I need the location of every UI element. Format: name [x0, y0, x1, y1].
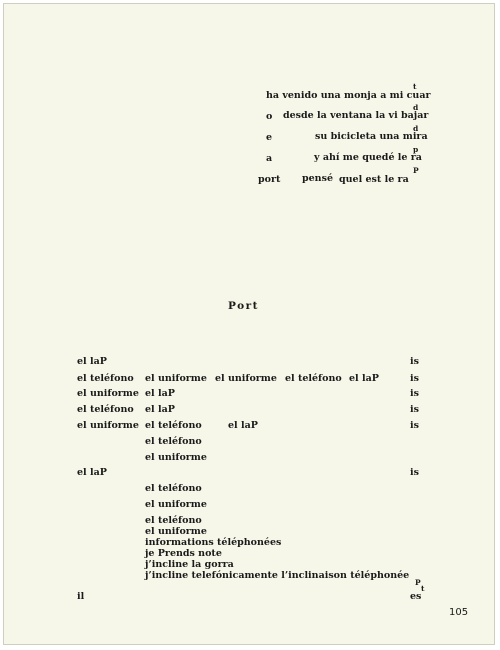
grid-cell: el laP — [77, 356, 107, 367]
poem-line-4-sup: p — [413, 145, 419, 154]
page-number: 105 — [449, 607, 469, 618]
section-heading: Port — [228, 300, 259, 312]
closing-il: il — [77, 591, 85, 602]
grid-cell: is — [410, 388, 419, 399]
closing-sup-p: P — [415, 578, 421, 587]
book-page — [3, 3, 495, 645]
grid-cell: el teléfono — [145, 483, 202, 494]
poem-line-3-sup: d — [413, 124, 419, 133]
grid-cell: is — [410, 356, 419, 367]
grid-cell: el uniforme — [145, 452, 207, 463]
grid-cell: el teléfono — [145, 515, 202, 526]
closing-es: es — [410, 591, 422, 602]
grid-cell: is — [410, 404, 419, 415]
grid-cell: el teléfono — [77, 373, 134, 384]
grid-cell: el teléfono — [285, 373, 342, 384]
closing-sup-t: t — [421, 584, 425, 593]
grid-cell: el laP — [145, 404, 175, 415]
poem-line-5-start: port — [258, 174, 281, 185]
grid-cell: el uniforme — [145, 499, 207, 510]
grid-cell: el laP — [349, 373, 379, 384]
poem-line-2-sup: d — [413, 103, 419, 112]
poem-line-2-start: o — [266, 111, 273, 122]
poem-line-5-word: pensé — [302, 173, 333, 184]
grid-cell: el teléfono — [145, 436, 202, 447]
grid-cell: el uniforme — [145, 373, 207, 384]
grid-cell: el laP — [145, 388, 175, 399]
grid-cell: el teléfono — [77, 404, 134, 415]
poem-line-5: quel est le ra — [339, 174, 409, 185]
poem-line-3: su bicicleta una mira — [315, 131, 428, 142]
closing-line-3: j’incline la gorra — [145, 559, 234, 570]
grid-cell: is — [410, 467, 419, 478]
poem-line-1: ha venido una monja a mi cuar — [266, 90, 431, 101]
grid-cell: el laP — [77, 467, 107, 478]
poem-line-3-start: e — [266, 132, 273, 143]
poem-line-4: y ahí me quedé le ra — [314, 152, 422, 163]
grid-cell: el uniforme — [215, 373, 277, 384]
grid-cell: el laP — [228, 420, 258, 431]
poem-line-1-sup: t — [413, 82, 417, 91]
closing-line-1: informations téléphonées — [145, 537, 282, 548]
grid-cell: is — [410, 420, 419, 431]
poem-line-5-sup: P — [413, 166, 419, 175]
grid-cell: is — [410, 373, 419, 384]
grid-cell: el uniforme — [77, 388, 139, 399]
poem-line-2: desde la ventana la vi bajar — [283, 110, 429, 121]
poem-line-4-start: a — [266, 153, 273, 164]
closing-line-4: j’incline telefónicamente l’inclinaison téléphonée — [145, 570, 410, 581]
grid-cell: el teléfono — [145, 420, 202, 431]
closing-line-2: je Prends note — [145, 548, 222, 559]
grid-cell: el uniforme — [77, 420, 139, 431]
grid-cell: el uniforme — [145, 526, 207, 537]
